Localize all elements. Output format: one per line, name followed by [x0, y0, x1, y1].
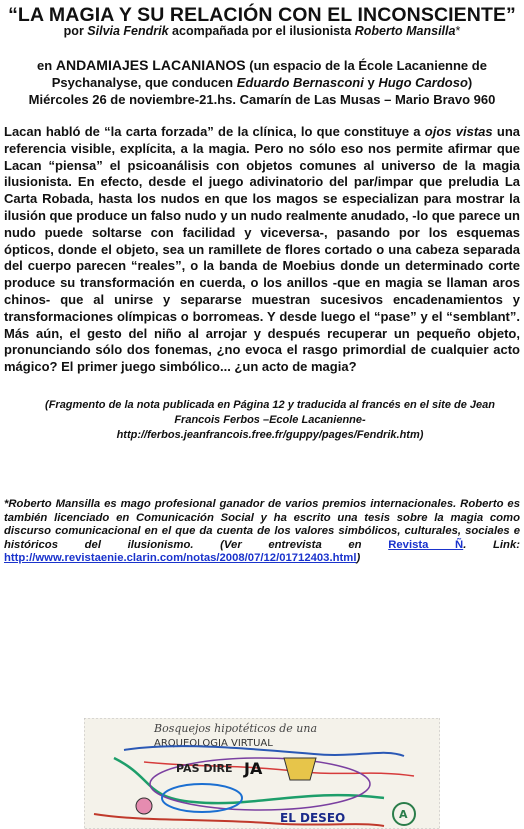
- page-title: “LA MAGIA Y SU RELACIÓN CON EL INCONSCIENTE”: [8, 4, 516, 26]
- footnote-mid: . Link:: [463, 538, 520, 551]
- interview-url-link[interactable]: http://www.revistaenie.clarin.com/notas/2008/07/12/01712403.html: [4, 552, 357, 565]
- body-emphasis: ojos vistas: [424, 124, 493, 139]
- sketch-yellow-shape: [284, 758, 316, 780]
- sketch-text-4: JA: [244, 759, 263, 778]
- revista-link[interactable]: Revista Ñ: [388, 538, 464, 551]
- footnote-close: ): [356, 552, 361, 565]
- sketch-text-6: A: [399, 808, 408, 821]
- event-date-place: Miércoles 26 de noviembre-21.hs. Camarín de Las Musas – Mario Bravo 960: [28, 92, 496, 107]
- event-close: ): [467, 75, 473, 90]
- footnote-mark: *: [455, 24, 461, 38]
- byline-prefix: por: [63, 24, 88, 38]
- sketch-text-2: ARQUEOLOGIA VIRTUAL: [154, 738, 273, 749]
- sketch-image: [84, 718, 440, 829]
- author-name: Silvia Fendrik: [87, 24, 169, 38]
- sketch-text-5: EL DESEO: [280, 811, 346, 825]
- source-note-url: http://ferbos.jeanfrancois.free.fr/guppy/pages/Fendrik.htm): [116, 429, 424, 441]
- byline-middle: acompañada por el ilusionista: [168, 24, 355, 38]
- sketch-pink-dot: [136, 798, 152, 814]
- sketch-text-1: Bosquejos hipotéticos de una: [154, 722, 317, 735]
- body-paragraph: [4, 124, 520, 376]
- sketch-text-3: PAS DIRE: [176, 762, 233, 775]
- footnote-text: *Roberto Mansilla es mago profesional ganador de varios premios internacionales. Roberto es también licenciado en Comunicación Social y ha escrito una tesis sobre la magia como discurso comunicacional en el que da cuenta de los valores simbólicos, culturales, sociales e históricos del ilusionismo. (Ver entrevista en: [4, 498, 520, 551]
- event-and: y: [363, 75, 379, 90]
- byline: [0, 24, 524, 38]
- source-note-text: (Fragmento de la nota publicada en Página 12 y traducida al francés en el site de Jean Francois Ferbos –Ecole Lacanienne-: [45, 399, 495, 426]
- body-part-2: una referencia visible, explícita, a la magia. Pero no sólo eso nos permite afirmar que Lacan “piensa” el psicoanálisis con objetos comunes al universo de la magia ilusionista. En efecto, desde el juego adivinatorio del par/impar que preludia La Carta Robada, hasta los nudos en que los magos se especializan para mostrar la ilusión que produce un falso nudo y un nudo realmente anudado, -lo que parece un nudo puede soltarse con facilidad y viceversa-, pasando por los esquemas ópticos, donde el objeto, sea un ramillete de flores cortado o una cabeza separada del cuerpo parecen “reales”, o la banda de Moebius donde un determinado corte produce su transformación en cuerda, o los anillos -que en magia se llaman aros chinos- que al unirse y separarse muestran sucesivos encadenamientos y transformaciones olímpicas o borromeas. Y desde luego el “pase” y el “semblant”. Más aún, el gesto del niño al arrojar y después recuperar un pequeño objeto, pronunciando sólo dos fonemas, ¿no evoca el rasgo primordial de cualquier acto mágico? El primer juego simbólico... ¿un acto de magia?: [4, 124, 521, 375]
- event-name: ANDAMIAJES LACANIANOS: [55, 57, 246, 73]
- host-1: Eduardo Bernasconi: [236, 75, 364, 90]
- source-note: [40, 398, 500, 443]
- event-description: (un espacio de la École Lacanienne de Psychanalyse, que conducen: [51, 58, 487, 90]
- host-2: Hugo Cardoso: [378, 75, 468, 90]
- body-part-1: Lacan habló de “la carta forzada” de la clínica, lo que constituye a: [4, 124, 425, 139]
- event-prefix: en: [37, 58, 56, 73]
- magician-name: Roberto Mansilla: [354, 24, 456, 38]
- event-info: [4, 57, 520, 108]
- footnote: [4, 498, 520, 566]
